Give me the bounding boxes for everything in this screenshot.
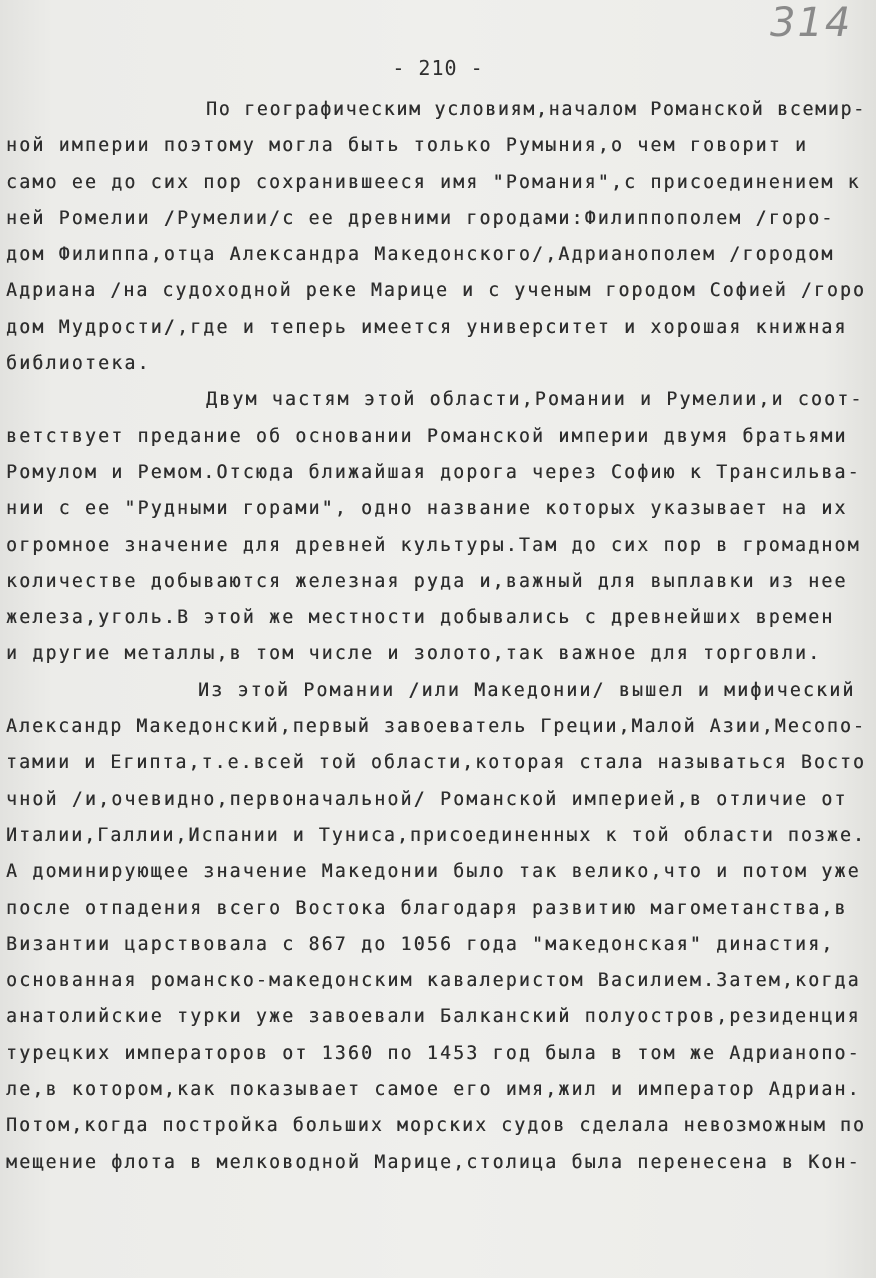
- text-line: Двум частям этой области,Романии и Румелии,и соот-: [206, 389, 864, 411]
- page-number: - 210 -: [392, 56, 484, 80]
- text-line: ней Ромелии /Румелии/с ее древними городами:Филиппополем /горо-: [6, 207, 835, 229]
- text-line: турецких императоров от 1360 по 1453 год была в том же Адрианопо-: [6, 1042, 861, 1064]
- text-line: ле,в котором,как показывает самое его имя,жил и император Адриан.: [6, 1079, 861, 1101]
- text-line: мещение флота в мелководной Марице,столица была перенесена в Кон-: [6, 1151, 861, 1173]
- text-line: количестве добываются железная руда и,важный для выплавки из нее: [6, 570, 848, 592]
- text-line: чной /и,очевидно,первоначальной/ Романской империей,в отличие от: [6, 788, 848, 810]
- text-line: Адриана /на судоходной реке Марице и с ученым городом Софией /горо: [6, 280, 866, 302]
- archive-number: 314: [770, 0, 853, 46]
- text-line: после отпадения всего Востока благодаря развитию магометанства,в: [6, 897, 848, 919]
- text-line: огромное значение для древней культуры.Там до сих пор в громадном: [6, 534, 861, 556]
- text-line: Италии,Галлии,Испании и Туниса,присоединенных к той области позже.: [6, 824, 866, 846]
- text-line: анатолийские турки уже завоевали Балканский полуостров,резиденция: [6, 1006, 861, 1028]
- text-line: основанная романско-македонским кавалеристом Василием.Затем,когда: [6, 970, 861, 992]
- text-line: дом Филиппа,отца Александра Македонского/,Адрианополем /городом: [6, 244, 835, 266]
- text-line: библиотека.: [6, 353, 151, 375]
- text-line: и другие металлы,в том числе и золото,так важное для торговли.: [6, 643, 822, 665]
- text-line: нии с ее "Рудными горами", одно название которых указывает на их: [6, 498, 848, 520]
- text-line: дом Мудрости/,где и теперь имеется университет и хорошая книжная: [6, 316, 848, 338]
- text-line: Ромулом и Ремом.Отсюда ближайшая дорога через Софию к Трансильва-: [6, 461, 861, 483]
- text-line: Византии царствовала с 867 до 1056 года "македонская" династия,: [6, 933, 835, 955]
- text-line: По географическим условиям,началом Романской всемир-: [206, 99, 866, 120]
- text-line: Александр Македонский,первый завоеватель Греции,Малой Азии,Месопо-: [6, 716, 866, 738]
- text-line: Из этой Романии /или Македонии/ вышел и мифический: [198, 679, 856, 701]
- document-body: [0, 92, 876, 1181]
- text-line: ной империи поэтому могла быть только Румыния,о чем говорит и: [6, 135, 809, 157]
- text-line: А доминирующее значение Македонии было так велико,что и потом уже: [6, 861, 861, 883]
- text-line: тамии и Египта,т.е.всей той области,которая стала называться Восто: [6, 752, 866, 774]
- text-line: Потом,когда постройка больших морских судов сделала невозможным по: [6, 1115, 866, 1137]
- text-line: железа,уголь.В этой же местности добывались с древнейших времен: [6, 607, 835, 629]
- text-line: само ее до сих пор сохранившееся имя "Романия",с присоединением к: [6, 171, 861, 193]
- text-line: ветствует предание об основании Романской империи двумя братьями: [6, 425, 848, 447]
